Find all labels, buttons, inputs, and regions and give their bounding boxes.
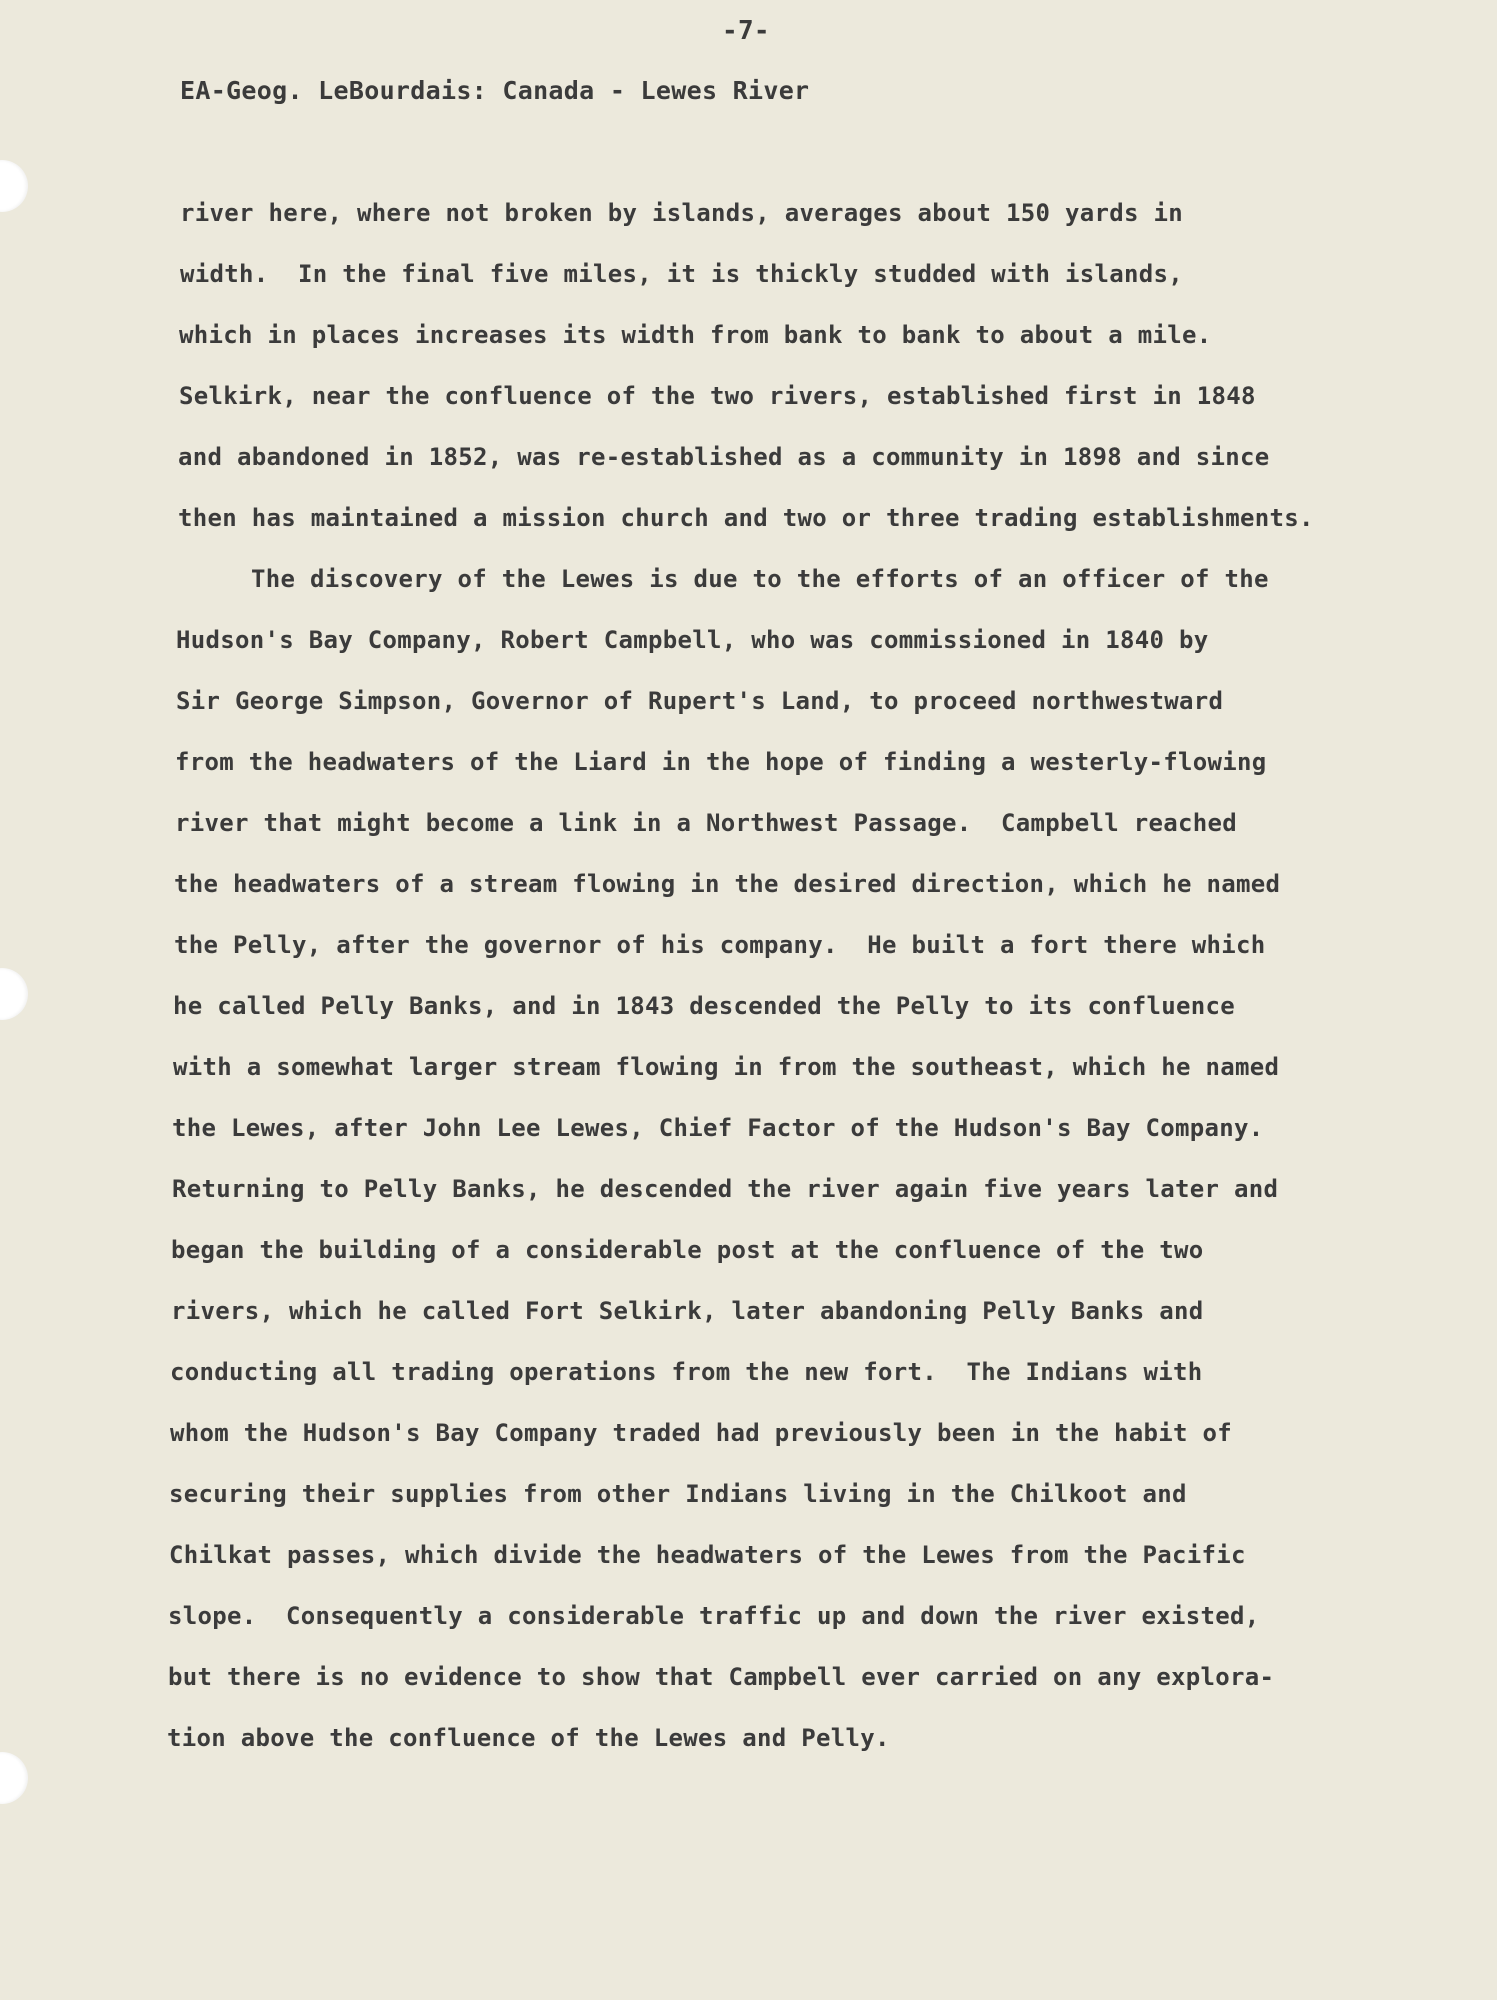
text-line: but there is no evidence to show that Campbell ever carried on any explora- (168, 1663, 1275, 1691)
text-line: the Lewes, after John Lee Lewes, Chief Factor of the Hudson's Bay Company. (172, 1114, 1264, 1142)
text-line: slope. Consequently a considerable traffic up and down the river existed, (168, 1602, 1260, 1630)
text-line: he called Pelly Banks, and in 1843 descended the Pelly to its confluence (173, 992, 1235, 1020)
text-line: Hudson's Bay Company, Robert Campbell, who was commissioned in 1840 by (176, 626, 1209, 654)
text-line: from the headwaters of the Liard in the hope of finding a westerly-flowing (175, 748, 1267, 776)
text-line: river here, where not broken by islands, averages about 150 yards in (180, 199, 1183, 227)
text-line: river that might become a link in a Northwest Passage. Campbell reached (175, 809, 1237, 837)
text-line: the Pelly, after the governor of his company. He built a fort there which (174, 931, 1266, 959)
punch-hole (0, 1752, 28, 1804)
running-header: EA-Geog. LeBourdais: Canada - Lewes River (180, 76, 810, 105)
text-line: Selkirk, near the confluence of the two rivers, established first in 1848 (179, 382, 1256, 410)
text-line: width. In the final five miles, it is thickly studded with islands, (180, 260, 1183, 288)
punch-hole (0, 160, 28, 212)
text-line: Chilkat passes, which divide the headwaters of the Lewes from the Pacific (169, 1541, 1246, 1569)
text-line: Returning to Pelly Banks, he descended the river again five years later and (172, 1175, 1279, 1203)
text-line: with a somewhat larger stream flowing in from the southeast, which he named (173, 1053, 1280, 1081)
text-line: conducting all trading operations from the new fort. The Indians with (170, 1358, 1203, 1386)
text-line: whom the Hudson's Bay Company traded had previously been in the habit of (170, 1419, 1232, 1447)
text-line: tion above the confluence of the Lewes and Pelly. (167, 1724, 890, 1752)
text-line: securing their supplies from other Indians living in the Chilkoot and (169, 1480, 1187, 1508)
text-line: Sir George Simpson, Governor of Rupert's Land, to proceed northwestward (176, 687, 1224, 715)
text-line: began the building of a considerable post at the confluence of the two (171, 1236, 1204, 1264)
text-line: The discovery of the Lewes is due to the efforts of an officer of the (251, 565, 1269, 593)
text-line: which in places increases its width from bank to bank to about a mile. (179, 321, 1212, 349)
punch-hole (0, 968, 28, 1020)
page-number: -7- (722, 16, 770, 46)
text-line: rivers, which he called Fort Selkirk, later abandoning Pelly Banks and (171, 1297, 1204, 1325)
text-line: then has maintained a mission church and two or three trading establishments. (178, 504, 1314, 532)
text-line: the headwaters of a stream flowing in the desired direction, which he named (174, 870, 1281, 898)
text-line: and abandoned in 1852, was re-established as a community in 1898 and since (178, 443, 1270, 471)
